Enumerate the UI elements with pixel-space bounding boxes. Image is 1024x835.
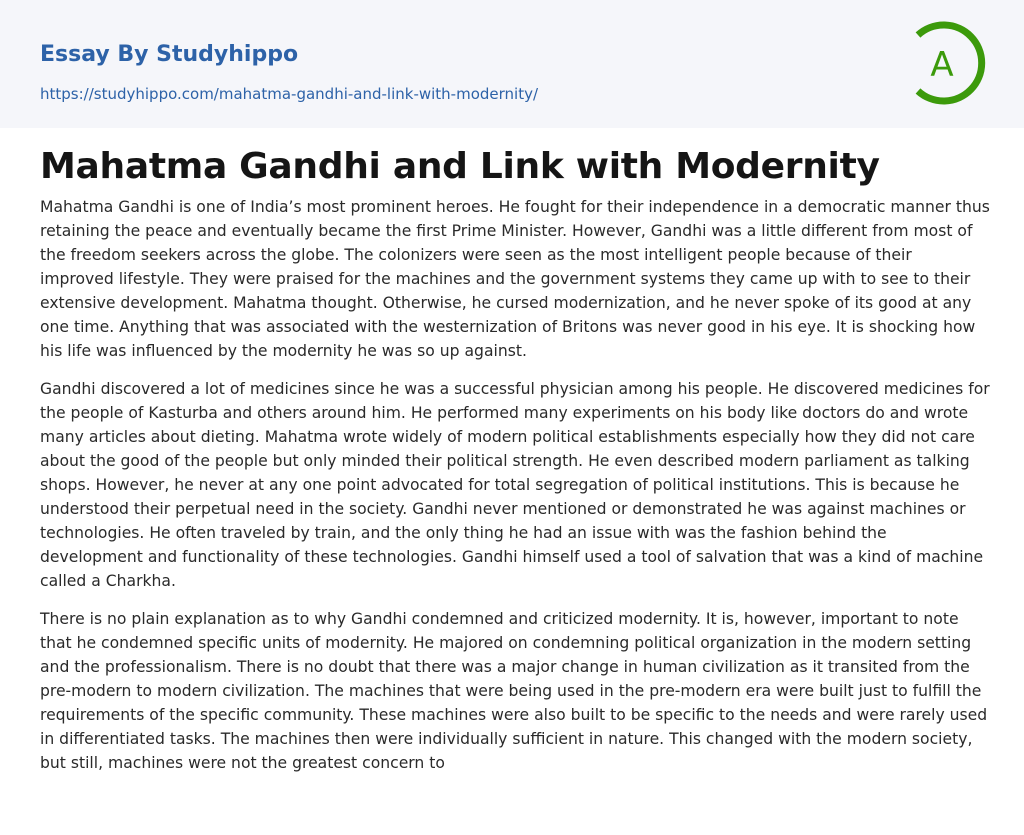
brand-title: Essay By Studyhippo <box>40 42 299 67</box>
essay-url-link[interactable]: https://studyhippo.com/mahatma-gandhi-and-link-with-modernity/ <box>40 85 539 103</box>
logo-letter: A <box>930 45 954 85</box>
essay-paragraph: Gandhi discovered a lot of medicines since he was a successful physician among his people. He discovered medicines for the people of Kasturba and others around him. He performed many experiments on his body like doctors do and wrote many articles about dieting. Mahatma wrote widely of modern political establishments especially how they did not care about the good of the people but only minded their political strength. He even described modern parliament as talking shops. However, he never at any one point advocated for total segregation of political institutions. This is because he understood their perpetual need in the society. Gandhi never mentioned or demonstrated he was against machines or technologies. He often traveled by train, and the only thing he had an issue with was the fashion behind the development and functionality of these technologies. Gandhi himself used a tool of salvation that was a kind of machine called a Charkha. <box>40 380 990 590</box>
studyhippo-logo-icon[interactable] <box>902 20 988 106</box>
page-title: Mahatma Gandhi and Link with Modernity <box>40 146 880 187</box>
essay-body <box>40 195 990 789</box>
essay-paragraph: There is no plain explanation as to why Gandhi condemned and criticized modernity. It is, however, important to note that he condemned specific units of modernity. He majored on condemning political organization in the modern setting and the professionalism. There is no doubt that there was a major change in human civilization as it transited from the pre-modern to modern civilization. The machines that were being used in the pre-modern era were built just to fulfill the requirements of the specific community. These machines were also built to be specific to the needs and were rarely used in differentiated tasks. The machines then were individually sufficient in nature. This changed with the modern society, but still, machines were not the greatest concern to <box>40 610 988 772</box>
site-header <box>0 0 1024 128</box>
essay-paragraph: Mahatma Gandhi is one of India’s most prominent heroes. He fought for their independence in a democratic manner thus retaining the peace and eventually became the first Prime Minister. However, Gandhi was a little different from most of the freedom seekers across the globe. The colonizers were seen as the most intelligent people because of their improved lifestyle. They were praised for the machines and the government systems they came up with to see to their extensive development. Mahatma thought. Otherwise, he cursed modernization, and he never spoke of its good at any one time. Anything that was associated with the westernization of Britons was never good in his eye. It is shocking how his life was influenced by the modernity he was so up against. <box>40 198 990 360</box>
